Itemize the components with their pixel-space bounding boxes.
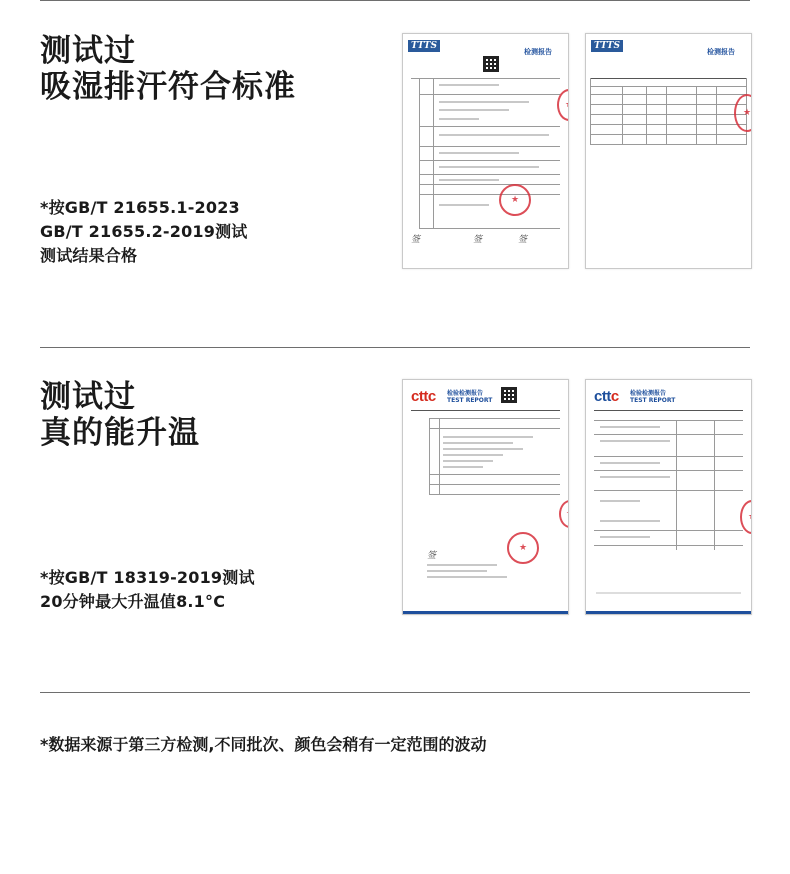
- red-seal-stamp-edge: [557, 89, 569, 121]
- report-heading: 检测报告: [707, 48, 735, 56]
- section1-note-line3: 测试结果合格: [40, 246, 138, 265]
- ims-logo: TTTS: [591, 40, 623, 52]
- cttc-logo: cttc: [411, 388, 436, 405]
- middle-divider: [40, 347, 750, 348]
- test-report-image-2: [585, 33, 752, 269]
- test-report-heading: 检验检测报告 TEST REPORT: [630, 390, 676, 404]
- report-heading: 检测报告: [524, 48, 552, 56]
- test-report-image-4: [585, 379, 752, 615]
- ims-logo: TTTS: [408, 40, 440, 52]
- top-divider: [40, 0, 750, 1]
- section1-title-line1: 测试过: [40, 33, 136, 69]
- section1-note-line2: GB/T 21655.2-2019测试: [40, 222, 248, 241]
- red-seal-stamp: [740, 500, 752, 534]
- red-seal-stamp: [507, 532, 539, 564]
- qr-code-icon: [483, 56, 499, 72]
- section2-title-line2: 真的能升温: [40, 415, 200, 451]
- section2-note-line1: *按GB/T 18319-2019测试: [40, 568, 255, 587]
- red-seal-stamp-edge: [559, 500, 569, 528]
- section2-title-line1: 测试过: [40, 379, 136, 415]
- test-report-image-3: cttc 检验检测报告 TEST REPORT ★ ★ 签: [402, 379, 569, 615]
- section1-note-line1: *按GB/T 21655.1-2023: [40, 198, 240, 217]
- bottom-divider: [40, 692, 750, 693]
- section1-title-line2: 吸湿排汗符合标准: [40, 69, 296, 105]
- qr-code-icon: [501, 387, 517, 403]
- red-seal-stamp: [499, 184, 531, 216]
- section2-note-line2: 20分钟最大升温值8.1°C: [40, 592, 226, 611]
- cttc-logo: cttc: [594, 388, 619, 405]
- test-report-image-1: TTTS 检测报告 ★ ★ 签 签 签: [402, 33, 569, 269]
- test-report-heading: 检验检测报告 TEST REPORT: [447, 390, 493, 404]
- data-source-footnote: *数据来源于第三方检测,不同批次、颜色会稍有一定范围的波动: [40, 735, 487, 754]
- red-seal-stamp: [734, 94, 752, 132]
